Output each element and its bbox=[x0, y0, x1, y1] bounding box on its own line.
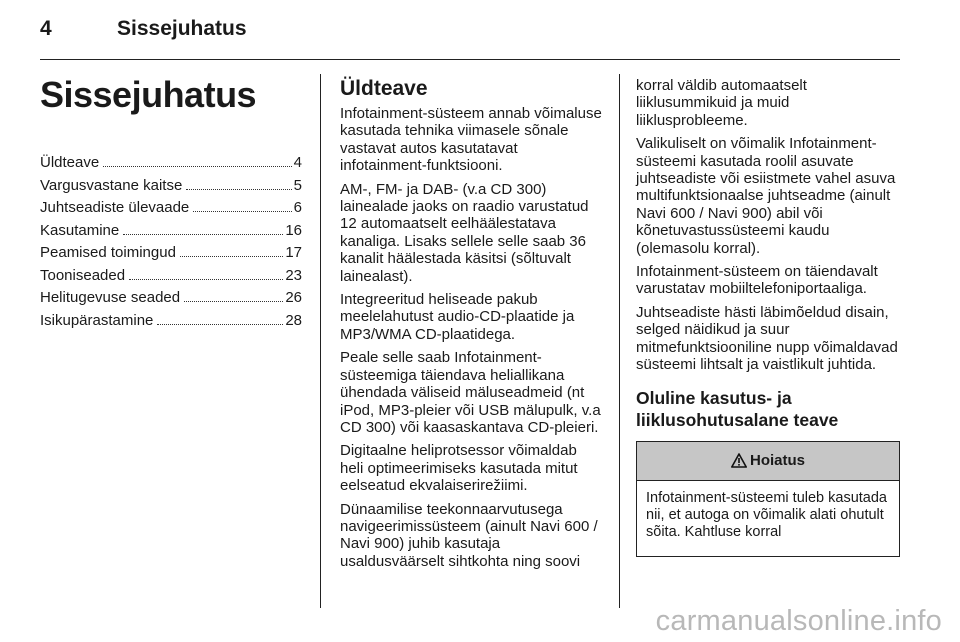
toc-column bbox=[40, 74, 302, 332]
paragraph: Valikuliselt on võimalik Infotainment-süsteemi kasutada roolil asuvate juhtseadiste või esiistmete vahel asuva multifunktsionaalse juhtseadme (ainult Navi 600 / Navi 900) abil või kõnetuvastussüsteemi kaudu (olemasolu korral). bbox=[636, 135, 896, 257]
toc-entry-page: 16 bbox=[285, 221, 302, 239]
toc-entry-page: 26 bbox=[285, 289, 302, 306]
paragraph: Infotainment-süsteem annab võimaluse kasutada tehnika viimasele sõnale vastavat autos kasutatavat infotainment-funktsiooni. bbox=[340, 105, 602, 175]
toc-entry-page: 23 bbox=[285, 266, 302, 284]
toc-leader-dots bbox=[103, 166, 291, 167]
toc-leader-dots bbox=[129, 279, 283, 280]
paragraph: Dünaamilise teekonnaarvutusega navigeerimissüsteem (ainult Navi 600 / Navi 900) juhib kasutaja usaldusväärselt sihtkohta ning soovi bbox=[340, 500, 598, 570]
paragraph: Juhtseadiste hästi läbimõeldud disain, selged näidikud ja suur mitmefunktsiooniline nupp võimaldavad süsteemi lihtsalt ja vaistlikult juhtida. bbox=[636, 303, 898, 374]
warning-body bbox=[637, 481, 899, 556]
toc-entry[interactable] bbox=[40, 152, 302, 175]
toc-entry[interactable] bbox=[40, 242, 302, 265]
paragraph: Integreeritud heliseade pakub meelelahutust audio-CD-plaatide ja MP3/WMA CD-plaatidega. bbox=[340, 291, 575, 343]
continued-column bbox=[636, 77, 900, 557]
toc-entry-label: Helitugevuse seaded bbox=[40, 289, 181, 306]
section-heading: Üldteave bbox=[340, 77, 428, 100]
general-info-column bbox=[340, 77, 602, 576]
column-divider bbox=[619, 74, 620, 608]
toc-entry-label: Üldteave bbox=[40, 154, 100, 171]
paragraph: AM-, FM- ja DAB- (v.a CD 300) lainealade jaoks on raadio varustatud 12 automaatselt eelhäälestatava kanaliga. Lisaks sellele selle saab 36 kanalit häälestada käsitsi (sõltuvalt lainealast). bbox=[340, 180, 589, 285]
toc-entry[interactable] bbox=[40, 175, 302, 198]
warning-box bbox=[636, 441, 900, 557]
toc-leader-dots bbox=[157, 324, 283, 325]
toc-entry[interactable] bbox=[40, 310, 302, 333]
toc-entry-page: 28 bbox=[285, 311, 302, 329]
column-divider bbox=[320, 74, 321, 608]
toc-leader-dots bbox=[186, 189, 291, 190]
warning-text: Infotainment-süsteemi tuleb kasutada nii, et autoga on võimalik alati ohutult sõita. Kahtluse korral bbox=[646, 489, 887, 541]
toc-entry[interactable] bbox=[40, 287, 302, 310]
toc-entry-page: 17 bbox=[285, 244, 302, 261]
running-header-title: Sissejuhatus bbox=[117, 17, 247, 40]
toc-leader-dots bbox=[123, 234, 283, 235]
toc-entry-page: 4 bbox=[293, 154, 302, 171]
warning-triangle-icon bbox=[731, 453, 747, 468]
toc-entry-label: Kasutamine bbox=[40, 221, 120, 239]
toc-entry-label: Tooniseaded bbox=[40, 266, 126, 284]
toc-leader-dots bbox=[193, 211, 291, 212]
toc-entry-label: Vargusvastane kaitse bbox=[40, 176, 183, 194]
toc-entry[interactable] bbox=[40, 197, 302, 220]
toc-entry-label: Juhtseadiste ülevaade bbox=[40, 199, 190, 216]
paragraph: korral väldib automaatselt liiklusummikuid ja muid liiklusprobleeme. bbox=[636, 77, 807, 129]
toc-entry-page: 6 bbox=[293, 199, 302, 216]
page-number: 4 bbox=[40, 17, 52, 40]
toc-entry-label: Isikupärastamine bbox=[40, 311, 154, 329]
warning-title: Hoiatus bbox=[749, 452, 805, 469]
header-rule bbox=[40, 59, 900, 60]
paragraph: Infotainment-süsteem on täiendavalt varustatav mobiiltelefoniportaaliga. bbox=[636, 263, 878, 298]
chapter-title: Sissejuhatus bbox=[40, 74, 257, 115]
toc-entry-label: Peamised toimingud bbox=[40, 244, 176, 261]
toc-leader-dots bbox=[180, 256, 283, 257]
table-of-contents bbox=[40, 152, 302, 332]
toc-entry-page: 5 bbox=[293, 176, 302, 194]
paragraph: Digitaalne heliprotsessor võimaldab heli optimeerimiseks kasutada mitut eelseatud ekvalaiserirežiimi. bbox=[340, 442, 578, 495]
watermark-text: carmanualsonline.info bbox=[655, 605, 942, 637]
toc-leader-dots bbox=[184, 301, 283, 302]
warning-header bbox=[637, 442, 899, 481]
toc-entry[interactable] bbox=[40, 220, 302, 243]
paragraph: Peale selle saab Infotainment-süsteemiga täiendava heliallikana ühendada väliseid mäluseadmeid (nt iPod, MP3-pleier või USB mälupulk, v.a CD 300) või kaasaskantava CD-pleieri. bbox=[340, 349, 601, 436]
safety-heading: Oluline kasutus- ja liiklusohutusalane teave bbox=[636, 387, 839, 430]
toc-entry[interactable] bbox=[40, 265, 302, 288]
